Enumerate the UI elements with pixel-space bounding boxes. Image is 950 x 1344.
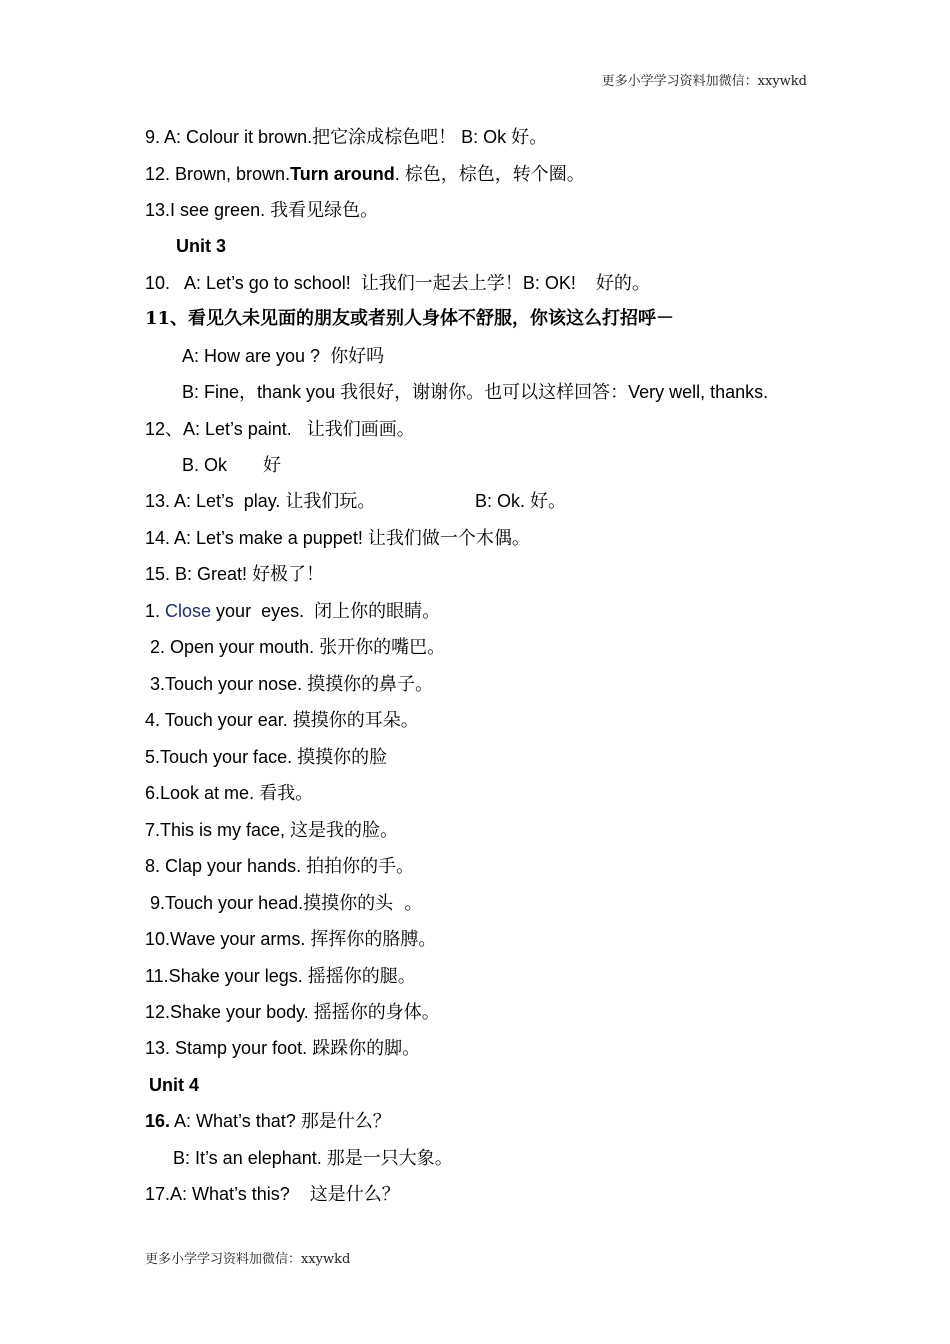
line-translation: 摸摸你的头 。 [303, 893, 423, 914]
line-bold-text: Turn around [290, 164, 395, 184]
line-text: 12.Shake your body. [145, 1002, 314, 1022]
line-14-puppet [145, 527, 530, 550]
line-text: 2. Open your mouth. [145, 637, 320, 657]
line-text: your eyes. [211, 601, 315, 621]
line-translation: 让我们一起去上学！ [360, 273, 523, 294]
line-7-my-face [145, 819, 398, 842]
line-13-stamp-foot [145, 1037, 420, 1060]
line-13-play [145, 490, 567, 513]
line-text: 15. B: Great! [145, 564, 253, 584]
line-its-an-elephant [173, 1147, 453, 1170]
line-translation: 我看见绿色。 [270, 200, 379, 221]
line-4-touch-ear [145, 709, 419, 732]
line-number: 16. [145, 1111, 171, 1131]
line-text: 5.Touch your face. [145, 747, 298, 767]
line-text: 9. A: Colour it brown. [145, 127, 313, 147]
line-text-b: B: Ok [461, 127, 512, 147]
line-12-brown-turn [145, 163, 585, 186]
line-3-touch-nose [145, 673, 433, 696]
line-5-touch-face [145, 746, 387, 769]
line-text: 10. A: Let’s go to school! [145, 273, 361, 293]
line-translation: 摸摸你的脸 [297, 747, 388, 768]
page-footer: 更多小学学习资料加微信：xxywkd [145, 1252, 351, 1267]
line-translation: 摸摸你的耳朵。 [292, 710, 419, 731]
line-translation: 看我。 [259, 783, 314, 804]
line-translation: 张开你的嘴巴。 [319, 637, 446, 658]
line-translation: 让我们玩。 [285, 491, 376, 512]
line-15-great [145, 563, 324, 586]
line-translation: 我很好，谢谢你。也可以这样回答： [340, 382, 629, 403]
line-translation: 闭上你的眼睛。 [314, 601, 441, 622]
line-translation: 摇摇你的腿。 [307, 966, 416, 987]
line-6-look-at-me [145, 782, 313, 805]
line-translation-b: 好。 [530, 491, 567, 512]
line-translation: 摸摸你的鼻子。 [307, 674, 434, 695]
line-text-b: B: OK! [522, 273, 591, 293]
line-8-clap-hands [145, 855, 414, 878]
line-number: 1. [145, 601, 166, 621]
line-fine-thank-you [182, 381, 768, 404]
line-text: B: It’s an elephant. [173, 1148, 327, 1168]
line-13-see-green [145, 199, 378, 222]
line-11-shake-legs [145, 965, 416, 988]
line-translation: 这是我的脸。 [290, 820, 399, 841]
line-colored-word: Close [165, 601, 212, 621]
line-translation: 让我们做一个木偶。 [367, 528, 530, 549]
line-text: 11.Shake your legs. [145, 966, 308, 986]
line-10-school [145, 272, 650, 295]
line-translation: 拍拍你的手。 [306, 856, 415, 877]
line-2-open-mouth [145, 636, 445, 659]
line-translation: 你好吗 [330, 346, 385, 367]
line-translation: 这是什么？ [309, 1184, 400, 1205]
line-text: 9.Touch your head. [145, 893, 304, 913]
unit-4-heading: Unit 4 [149, 1075, 200, 1095]
line-text-b: B: Ok. [475, 491, 531, 511]
line-translation: 摇摇你的身体。 [313, 1002, 440, 1023]
line-text: 17.A: What’s this? [145, 1184, 310, 1204]
line-text: 14. A: Let’s make a puppet! [145, 528, 368, 548]
line-text: A: How are you ? [182, 346, 331, 366]
line-11-greeting-instruction: 11、看见久未见面的朋友或者别人身体不舒服，你该这么打招呼－ [145, 308, 675, 329]
page-header: 更多小学学习资料加微信：xxywkd [601, 74, 807, 89]
line-translation: 那是什么？ [300, 1111, 391, 1132]
line-text: B. Ok [182, 455, 228, 475]
line-text: 12. Brown, brown. [145, 164, 291, 184]
line-translation-b: 好。 [511, 127, 548, 148]
line-text-b: Very well, thanks. [628, 382, 769, 402]
line-text: 6.Look at me. [145, 783, 260, 803]
line-text-b: . [394, 164, 405, 184]
line-text: 13. Stamp your foot. [145, 1038, 313, 1058]
line-text: 13. A: Let’s play. [145, 491, 286, 511]
line-9-colour-brown [145, 126, 547, 149]
line-text: 12、A: Let’s paint. [145, 419, 307, 439]
line-text: A: What’s that? [170, 1111, 301, 1131]
line-text: 3.Touch your nose. [145, 674, 308, 694]
line-translation: 把它涂成棕色吧！ [312, 127, 457, 148]
line-text: B: Fine，thank you [182, 382, 341, 402]
line-text: 13.I see green. [145, 200, 271, 220]
line-17-whats-this [145, 1183, 400, 1206]
line-translation: 让我们画画。 [306, 419, 415, 440]
line-translation: 挥挥你的胳膊。 [310, 929, 437, 950]
line-12-shake-body [145, 1001, 440, 1024]
line-text: 10.Wave your arms. [145, 929, 311, 949]
line-text: 4. Touch your ear. [145, 710, 293, 730]
line-text: 8. Clap your hands. [145, 856, 307, 876]
line-b-ok [182, 454, 281, 477]
unit-3-heading: Unit 3 [176, 236, 227, 256]
line-translation-b: 好的。 [595, 273, 650, 294]
line-16-whats-that [145, 1110, 391, 1133]
line-1-close-eyes [145, 600, 440, 623]
line-9-touch-head [145, 892, 423, 915]
line-translation: 跺跺你的脚。 [312, 1038, 421, 1059]
line-translation: 好 [263, 455, 282, 476]
line-translation: 那是一只大象。 [326, 1148, 453, 1169]
line-text: 7.This is my face, [145, 820, 291, 840]
line-how-are-you [182, 345, 384, 368]
line-translation: 棕色，棕色，转个圈。 [404, 164, 585, 185]
line-10-wave-arms [145, 928, 436, 951]
line-translation: 好极了！ [252, 564, 325, 585]
line-12-paint [145, 418, 415, 441]
line-reply [475, 490, 566, 513]
